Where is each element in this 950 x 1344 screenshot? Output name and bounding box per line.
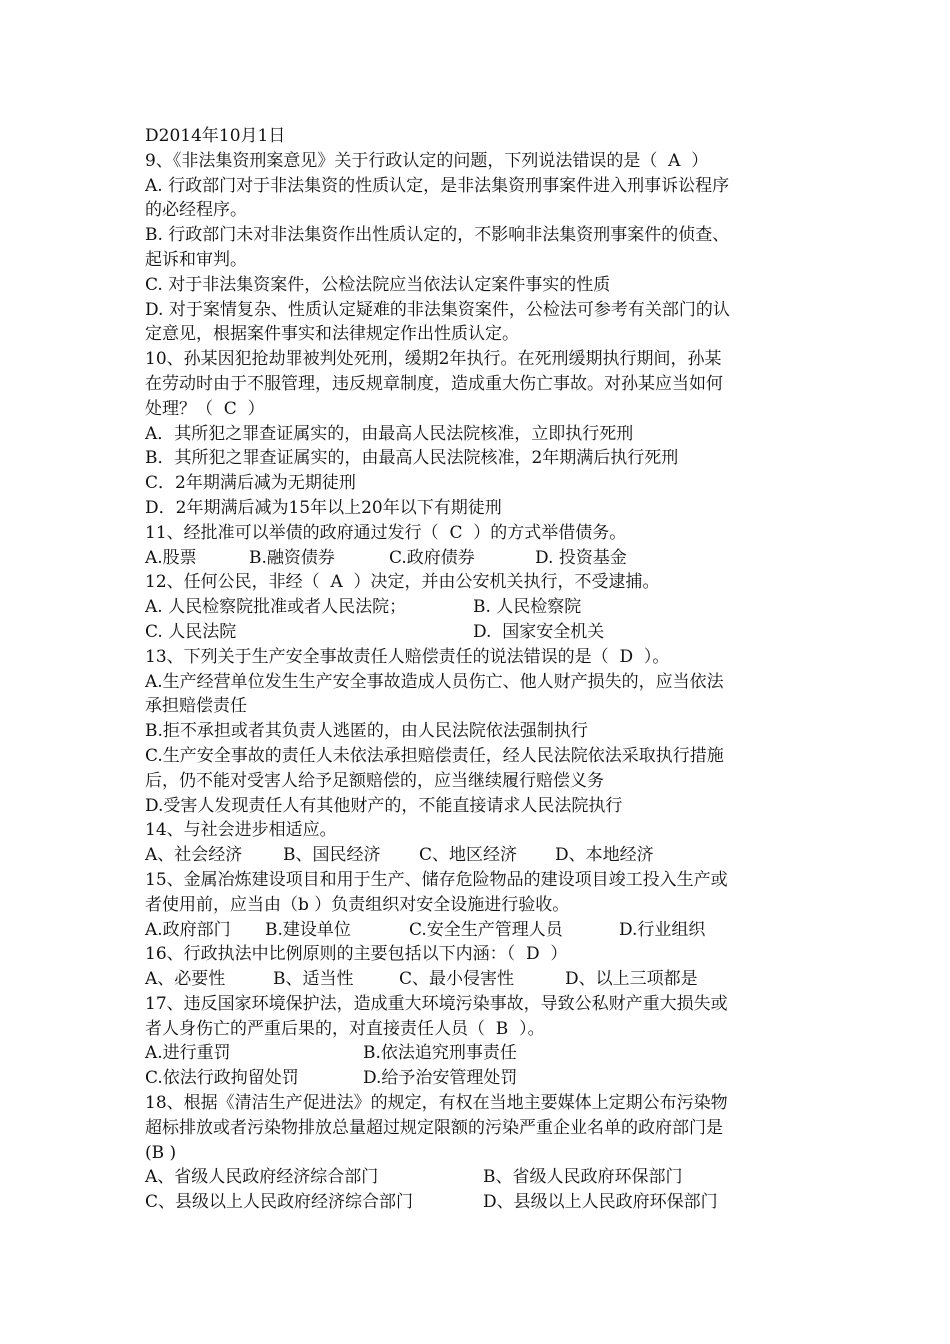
q15-stem: 15、金属冶炼建设项目和用于生产、储存危险物品的建设项目竣工投入生产或 [145,869,728,890]
q14-options [145,843,813,868]
q14-option-d: D、本地经济 [555,845,654,866]
q9-option-d: D. 对于案情复杂、性质认定疑难的非法集资案件，公检法可参考有关部门的认 [145,299,730,320]
q18-options-row1 [145,1165,813,1190]
q10-option-c: C．2年期满后减为无期徒刑 [145,473,356,494]
q17-option-b: B.依法追究刑事责任 [363,1043,517,1064]
q15-options [145,918,813,943]
q11-option-a: A.股票 [145,547,197,568]
q10-stem-cont: 在劳动时由于不服管理，违反规章制度，造成重大伤亡事故。对孙某应当如何 [145,373,723,394]
document-page [145,124,813,1215]
q14-stem: 14、与社会进步相适应。 [145,820,337,841]
q17-option-c: C.依法行政拘留处罚 [145,1068,299,1089]
q16-option-c: C、最小侵害性 [399,969,515,990]
q9-option-a-cont: 的必经程序。 [145,200,247,221]
q12-option-a: A. 人民检察院批准或者人民法院； [145,597,407,618]
q9-option-d-cont: 定意见，根据案件事实和法律规定作出性质认定。 [145,324,519,345]
q13-option-b: B.拒不承担或者其负责人逃匿的，由人民法院依法强制执行 [145,721,588,742]
q16-option-d: D、以上三项都是 [565,969,698,990]
q18-option-a: A、省级人民政府经济综合部门 [145,1167,379,1188]
q10-stem-cont: 处理？（ C ） [145,398,265,419]
q18-stem-cont: 超标排放或者污染物排放总量超过规定限额的污染严重企业名单的政府部门是 [145,1117,723,1138]
q14-option-b: B、国民经济 [283,845,381,866]
q16-option-b: B、适当性 [273,969,354,990]
q11-options [145,546,813,571]
q14-option-a: A、社会经济 [145,845,243,866]
q9-option-b: B. 行政部门未对非法集资作出性质认定的，不影响非法集资刑事案件的侦查、 [145,225,730,246]
q15-option-d: D.行业组织 [619,919,706,940]
q13-option-c: C.生产安全事故的责任人未依法承担赔偿责任，经人民法院依法采取执行措施 [145,745,724,766]
q16-options [145,967,813,992]
q18-options-row2 [145,1190,813,1215]
q13-option-d: D.受害人发现责任人有其他财产的，不能直接请求人民法院执行 [145,795,623,816]
q10-stem: 10、孙某因犯抢劫罪被判处死刑，缓期2年执行。在死刑缓期执行期间，孙某 [145,349,722,370]
q13-option-c-cont: 后，仍不能对受害人给予足额赔偿的，应当继续履行赔偿义务 [145,770,604,791]
q10-option-b: B．其所犯之罪查证属实的，由最高人民法院核准，2年期满后执行死刑 [145,448,679,469]
q12-option-c: C. 人民法院 [145,621,237,642]
q13-option-a-cont: 承担赔偿责任 [145,696,247,717]
q15-option-b: B.建设单位 [265,919,351,940]
q17-stem-cont: 者人身伤亡的严重后果的，对直接责任人员（ B ）。 [145,1018,545,1039]
q11-option-c: C.政府债券 [389,547,475,568]
q9-stem: 9、《非法集资刑案意见》关于行政认定的问题，下列说法错误的是（ A ） [145,150,709,171]
q9-option-a: A. 行政部门对于非法集资的性质认定，是非法集资刑事案件进入刑事诉讼程序 [145,175,730,196]
q18-option-d: D、县级以上人民政府环保部门 [483,1192,718,1213]
q12-stem: 12、任何公民，非经（ A ）决定，并由公安机关执行，不受逮捕。 [145,572,660,593]
q11-stem: 11、经批准可以举债的政府通过发行（ C ）的方式举借债务。 [145,522,627,543]
q15-option-c: C.安全生产管理人员 [409,919,563,940]
q18-stem: 18、根据《清洁生产促进法》的规定，有权在当地主要媒体上定期公布污染物 [145,1093,728,1114]
q15-stem-cont: 者使用前，应当由（b ）负责组织对安全设施进行验收。 [145,894,570,915]
q18-option-c: C、县级以上人民政府经济综合部门 [145,1192,414,1213]
q17-options-row2 [145,1066,813,1091]
q9-option-c: C. 对于非法集资案件，公检法院应当依法认定案件事实的性质 [145,274,611,295]
q17-option-a: A.进行重罚 [145,1043,231,1064]
q17-option-d: D.给予治安管理处罚 [363,1068,518,1089]
q17-options-row1 [145,1041,813,1066]
q13-option-a: A.生产经营单位发生生产安全事故造成人员伤亡、他人财产损失的，应当依法 [145,671,724,692]
q18-option-b: B、省级人民政府环保部门 [483,1167,683,1188]
q12-option-b: B. 人民检察院 [473,597,582,618]
q16-stem: 16、行政执法中比例原则的主要包括以下内涵：（ D ） [145,944,568,965]
q10-option-a: A．其所犯之罪查证属实的，由最高人民法院核准，立即执行死刑 [145,423,634,444]
q13-stem: 13、下列关于生产安全事故责任人赔偿责任的说法错误的是（ D ）。 [145,646,670,667]
q10-option-d: D．2年期满后减为15年以上20年以下有期徒刑 [145,497,502,518]
q17-stem: 17、违反国家环境保护法，造成重大环境污染事故，导致公私财产重大损失或 [145,993,728,1014]
q18-answer: (B ) [145,1142,177,1163]
q11-option-d: D. 投资基金 [535,547,627,568]
q15-option-a: A.政府部门 [145,919,231,940]
q12-options-row1 [145,595,813,620]
q11-option-b: B.融资债券 [249,547,335,568]
q12-options-row2 [145,620,813,645]
q12-option-d: D. 国家安全机关 [473,621,605,642]
q9-option-b-cont: 起诉和审判。 [145,249,247,270]
q14-option-c: C、地区经济 [419,845,518,866]
q16-option-a: A、必要性 [145,969,226,990]
document-date: D2014年10月1日 [145,126,286,146]
